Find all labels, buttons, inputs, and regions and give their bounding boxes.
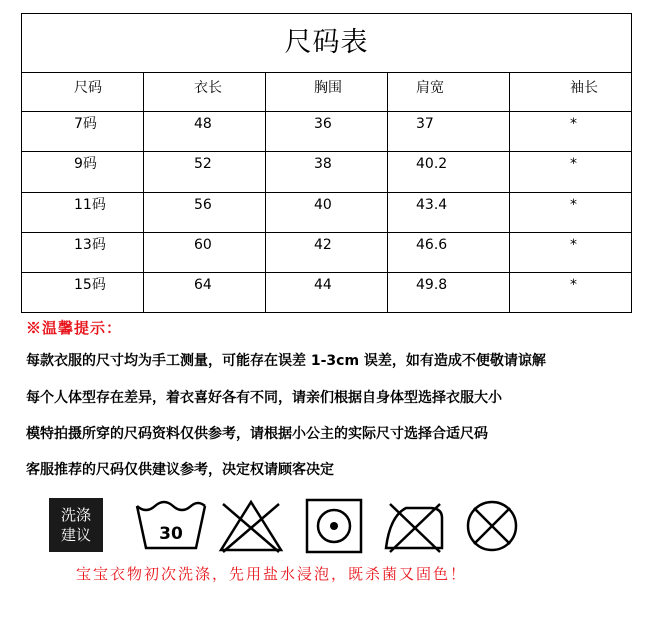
table-row [22, 152, 632, 192]
wash-advice-label [49, 498, 103, 552]
header-chest: 胸围 [266, 73, 388, 112]
cell-sleeve: * [510, 272, 632, 312]
cell-size: 9码 [22, 152, 144, 192]
table-title-row [22, 14, 632, 73]
table-title: 尺码表 [22, 14, 632, 73]
no-bleach-icon [217, 496, 285, 556]
header-length: 衣长 [144, 73, 266, 112]
notice-title: ※温馨提示： [26, 319, 123, 337]
notice-line-1: 每款衣服的尺寸均为手工测量，可能存在误差 1-3cm 误差，如有造成不便敬请谅解 [26, 353, 546, 369]
cell-shoulder: 46.6 [388, 232, 510, 272]
cell-length: 64 [144, 272, 266, 312]
no-iron-icon [380, 496, 448, 556]
wash-temp-label: 30 [159, 524, 183, 544]
cell-length: 56 [144, 192, 266, 232]
cell-chest: 38 [266, 152, 388, 192]
table-row [22, 112, 632, 152]
cell-sleeve: * [510, 192, 632, 232]
table-row [22, 272, 632, 312]
header-sleeve: 袖长 [510, 73, 632, 112]
wash-advice-line-2: 建议 [60, 526, 91, 544]
cell-length: 52 [144, 152, 266, 192]
wash-advice-line-1: 洗涤 [60, 506, 91, 524]
table-header-row [22, 73, 632, 112]
cell-size: 13码 [22, 232, 144, 272]
cell-shoulder: 43.4 [388, 192, 510, 232]
cell-size: 7码 [22, 112, 144, 152]
no-dry-clean-icon [461, 496, 523, 556]
cell-shoulder: 37 [388, 112, 510, 152]
header-size: 尺码 [22, 73, 144, 112]
table-row [22, 232, 632, 272]
cell-sleeve: * [510, 112, 632, 152]
cell-chest: 36 [266, 112, 388, 152]
cell-chest: 42 [266, 232, 388, 272]
cell-length: 60 [144, 232, 266, 272]
cell-shoulder: 49.8 [388, 272, 510, 312]
header-shoulder: 肩宽 [388, 73, 510, 112]
cell-sleeve: * [510, 232, 632, 272]
cell-size: 11码 [22, 192, 144, 232]
table-row [22, 192, 632, 232]
cell-chest: 44 [266, 272, 388, 312]
cell-sleeve: * [510, 152, 632, 192]
cell-chest: 40 [266, 192, 388, 232]
wash-30-icon [133, 496, 209, 556]
cell-shoulder: 40.2 [388, 152, 510, 192]
cell-length: 48 [144, 112, 266, 152]
care-slogan: 宝宝衣物初次洗涤，先用盐水浸泡，既杀菌又固色！ [76, 565, 468, 583]
tumble-dry-icon [303, 496, 365, 556]
notice-line-4: 客服推荐的尺码仅供建议参考，决定权请顾客决定 [26, 462, 334, 478]
size-table [21, 13, 632, 313]
cell-size: 15码 [22, 272, 144, 312]
notice-line-2: 每个人体型存在差异，着衣喜好各有不同，请亲们根据自身体型选择衣服大小 [26, 390, 502, 406]
notice-line-3: 模特拍摄所穿的尺码资料仅供参考，请根据小公主的实际尺寸选择合适尺码 [26, 426, 488, 442]
